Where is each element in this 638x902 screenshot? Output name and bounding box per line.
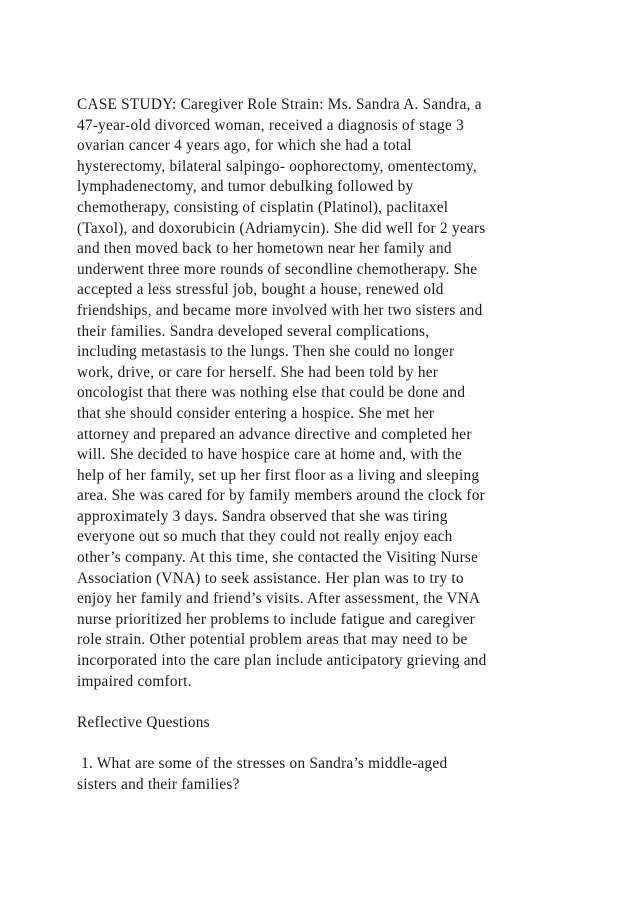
paragraph-line: lymphadenectomy, and tumor debulking followed by [77, 178, 414, 196]
paragraph-line: impaired comfort. [77, 672, 192, 690]
paragraph-line: nurse prioritized her problems to include fatigue and caregiver [77, 610, 476, 628]
paragraph-line: role strain. Other potential problem areas that may need to be [77, 631, 468, 649]
question-line: 1. What are some of the stresses on Sandra’s middle-aged [77, 755, 448, 772]
paragraph-line: and then moved back to her hometown near her family and [77, 240, 452, 258]
paragraph-line: approximately 3 days. Sandra observed that she was tiring [77, 507, 448, 525]
paragraph-line: ovarian cancer 4 years ago, for which she had a total [77, 137, 412, 155]
paragraph-spacer [77, 733, 567, 754]
question-line: sisters and their families? [77, 775, 240, 793]
paragraph-line: CASE STUDY: Caregiver Role Strain: Ms. Sandra A. Sandra, a [77, 96, 482, 113]
paragraph-line: including metastasis to the lungs. Then she could no longer [77, 343, 455, 361]
paragraph-line: friendships, and became more involved with her two sisters and [77, 301, 483, 319]
section-heading: Reflective Questions [77, 713, 210, 731]
paragraph-line: accepted a less stressful job, bought a house, renewed old [77, 281, 444, 299]
paragraph-line: attorney and prepared an advance directive and completed her [77, 425, 472, 443]
paragraph-line: oncologist that there was nothing else that could be done and [77, 384, 466, 402]
paragraph-line: enjoy her family and friend’s visits. After assessment, the VNA [77, 590, 481, 608]
paragraph-line: Association (VNA) to seek assistance. Her plan was to try to [77, 569, 464, 587]
paragraph-line: incorporated into the care plan include anticipatory grieving and [77, 652, 487, 670]
paragraph-line: area. She was cared for by family members around the clock for [77, 487, 485, 505]
paragraph-spacer [77, 692, 567, 713]
paragraph-line: 47-year-old divorced woman, received a diagnosis of stage 3 [77, 116, 464, 134]
paragraph-line: their families. Sandra developed several complications, [77, 322, 430, 340]
paragraph-line: underwent three more rounds of secondline chemotherapy. She [77, 260, 478, 278]
paragraph-line: everyone out so much that they could not really enjoy each [77, 528, 453, 546]
paragraph-line: (Taxol), and doxorubicin (Adriamycin). She did well for 2 years [77, 219, 486, 237]
document-body [77, 95, 567, 795]
paragraph-line: help of her family, set up her first floor as a living and sleeping [77, 466, 480, 484]
paragraph-line: hysterectomy, bilateral salpingo- oophorectomy, omentectomy, [77, 157, 477, 175]
paragraph-line: will. She decided to have hospice care at home and, with the [77, 446, 462, 464]
paragraph-line: other’s company. At this time, she contacted the Visiting Nurse [77, 549, 479, 567]
paragraph-line: that she should consider entering a hospice. She met her [77, 404, 435, 422]
case-study-paragraph [77, 95, 567, 692]
question-item [77, 754, 567, 795]
paragraph-line: chemotherapy, consisting of cisplatin (Platinol), paclitaxel [77, 198, 449, 216]
paragraph-line: work, drive, or care for herself. She had been told by her [77, 363, 439, 381]
